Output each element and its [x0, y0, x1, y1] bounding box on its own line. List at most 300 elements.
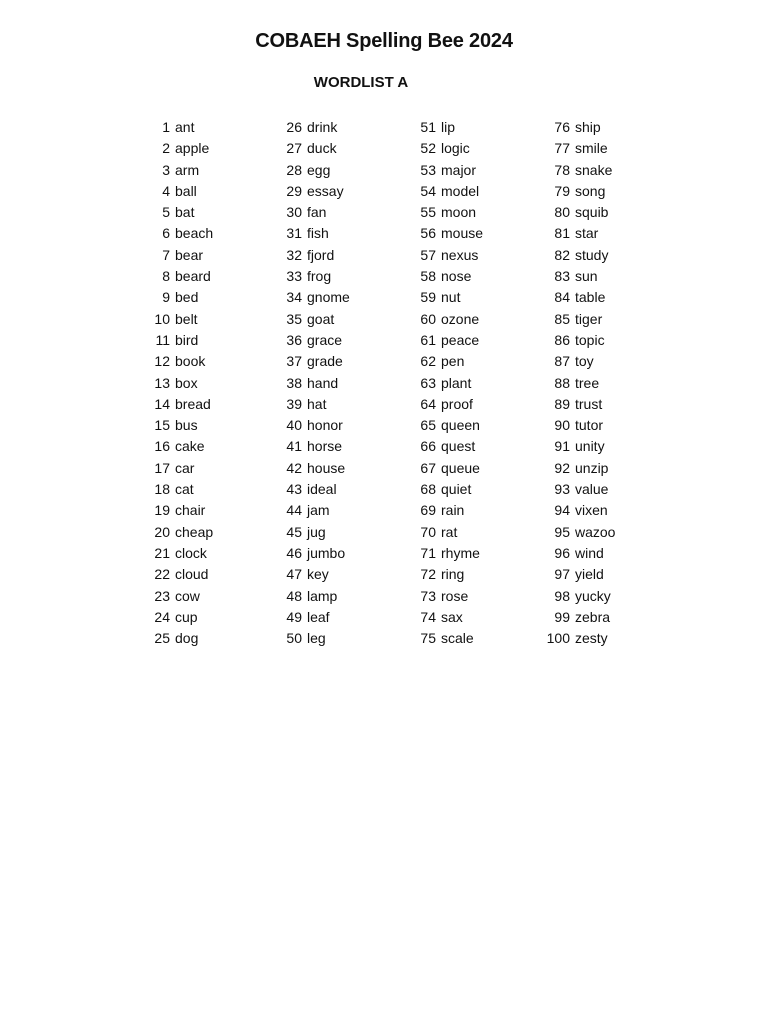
word-entry: [414, 479, 483, 500]
word-number: 31: [286, 225, 302, 242]
word-number: 75: [420, 630, 436, 647]
word-number: 63: [420, 374, 436, 391]
word-number: 60: [420, 310, 436, 327]
word-text: essay: [307, 182, 344, 199]
word-number: 70: [420, 523, 436, 540]
word-number: 66: [420, 438, 436, 455]
word-entry: [414, 160, 483, 181]
word-number: 61: [420, 331, 436, 348]
word-number: 39: [286, 395, 302, 412]
word-entry: [140, 479, 213, 500]
word-number: 11: [155, 331, 170, 348]
word-text: cake: [175, 438, 205, 455]
page-title: COBAEH Spelling Bee 2024: [255, 30, 513, 52]
word-entry: [280, 458, 350, 479]
word-number: 90: [554, 417, 570, 434]
word-entry: [140, 245, 213, 266]
word-text: cow: [175, 587, 200, 604]
word-number: 64: [420, 395, 436, 412]
word-entry: [540, 223, 615, 244]
word-number: 26: [286, 119, 302, 135]
word-entry: [280, 564, 350, 585]
word-entry: [140, 458, 213, 479]
word-entry: [140, 436, 213, 457]
word-entry: [414, 394, 483, 415]
word-entry: [540, 138, 615, 159]
word-entry: [280, 522, 350, 543]
word-number: 73: [420, 587, 436, 604]
word-text: jug: [307, 523, 326, 540]
word-number: 33: [286, 268, 302, 285]
word-text: rhyme: [441, 544, 480, 561]
word-column-4: [540, 117, 615, 649]
word-text: cat: [175, 481, 194, 498]
word-entry: [280, 607, 350, 628]
word-text: proof: [441, 395, 473, 412]
word-entry: [540, 330, 615, 351]
word-number: 74: [420, 608, 436, 625]
word-text: plant: [441, 374, 472, 391]
word-entry: [414, 245, 483, 266]
word-entry: [414, 309, 483, 330]
word-number: 92: [554, 459, 570, 476]
word-text: clock: [175, 544, 207, 561]
word-text: quest: [441, 438, 476, 455]
word-number: 50: [286, 630, 302, 647]
word-number: 86: [554, 331, 570, 348]
word-entry: [540, 245, 615, 266]
word-number: 65: [420, 417, 436, 434]
word-entry: [540, 500, 615, 521]
word-entry: [540, 522, 615, 543]
word-number: 5: [162, 204, 170, 221]
word-number: 8: [162, 268, 170, 285]
word-number: 54: [420, 182, 436, 199]
word-entry: [140, 564, 213, 585]
word-number: 29: [286, 182, 302, 199]
word-entry: [140, 138, 213, 159]
word-text: unzip: [575, 459, 609, 476]
word-text: cup: [175, 608, 198, 625]
word-entry: [414, 287, 483, 308]
word-entry: [140, 373, 213, 394]
word-number: 62: [420, 353, 436, 370]
word-entry: [414, 330, 483, 351]
word-entry: [540, 266, 615, 287]
wordlist-subtitle: WORDLIST A: [313, 74, 409, 91]
word-text: pen: [441, 353, 465, 370]
word-number: 99: [554, 608, 570, 625]
word-entry: [540, 564, 615, 585]
word-text: lamp: [307, 587, 338, 604]
word-text: major: [441, 161, 477, 178]
word-text: grace: [307, 331, 343, 348]
word-entry: [540, 117, 615, 138]
word-entry: [140, 287, 213, 308]
word-text: box: [175, 374, 198, 391]
word-entry: [414, 458, 483, 479]
word-entry: [540, 586, 615, 607]
word-entry: [140, 607, 213, 628]
word-number: 28: [286, 161, 302, 178]
word-text: bed: [175, 289, 199, 306]
word-text: leg: [307, 630, 326, 647]
word-number: 47: [286, 566, 302, 583]
word-text: ball: [175, 182, 197, 199]
word-entry: [140, 330, 213, 351]
word-entry: [140, 266, 213, 287]
word-number: 59: [420, 289, 436, 306]
word-entry: [540, 373, 615, 394]
word-number: 77: [554, 140, 570, 157]
word-entry: [540, 607, 615, 628]
word-text: fan: [307, 204, 327, 221]
word-text: trust: [575, 395, 603, 412]
word-number: 13: [154, 374, 170, 391]
word-number: 34: [286, 289, 302, 306]
word-text: bread: [175, 395, 211, 412]
word-number: 84: [554, 289, 570, 306]
word-text: unity: [575, 438, 605, 455]
word-text: jam: [307, 502, 330, 519]
word-number: 78: [554, 161, 570, 178]
word-text: ring: [441, 566, 465, 583]
word-entry: [540, 181, 615, 202]
word-entry: [280, 330, 350, 351]
word-number: 17: [154, 459, 170, 476]
word-number: 36: [286, 331, 302, 348]
word-entry: [280, 245, 350, 266]
word-text: honor: [307, 417, 343, 434]
word-text: vixen: [575, 502, 608, 519]
word-entry: [280, 436, 350, 457]
word-number: 58: [420, 268, 436, 285]
word-text: frog: [307, 268, 332, 285]
word-entry: [280, 351, 350, 372]
word-text: beard: [175, 268, 211, 285]
word-number: 1: [162, 119, 170, 135]
word-text: model: [441, 182, 480, 199]
word-text: arm: [175, 161, 200, 178]
word-text: lip: [441, 119, 456, 135]
word-entry: [280, 586, 350, 607]
word-number: 7: [162, 246, 170, 263]
word-entry: [140, 586, 213, 607]
word-text: scale: [441, 630, 474, 647]
word-entry: [540, 160, 615, 181]
word-entry: [414, 500, 483, 521]
word-entry: [140, 202, 213, 223]
word-text: car: [175, 459, 195, 476]
word-entry: [280, 628, 350, 649]
word-entry: [280, 479, 350, 500]
word-entry: [140, 628, 213, 649]
word-text: drink: [307, 119, 338, 135]
word-text: toy: [575, 353, 594, 370]
word-text: zesty: [575, 630, 608, 647]
word-number: 3: [162, 161, 170, 178]
word-number: 23: [154, 587, 170, 604]
word-text: tiger: [575, 310, 603, 327]
word-number: 9: [162, 289, 170, 306]
word-text: goat: [307, 310, 335, 327]
word-entry: [140, 223, 213, 244]
word-entry: [540, 415, 615, 436]
word-text: book: [175, 353, 206, 370]
word-number: 72: [420, 566, 436, 583]
word-entry: [414, 415, 483, 436]
word-text: egg: [307, 161, 331, 178]
word-column-2: [280, 117, 350, 649]
word-entry: [414, 586, 483, 607]
word-entry: [140, 160, 213, 181]
word-number: 16: [154, 438, 170, 455]
word-number: 94: [554, 502, 570, 519]
word-number: 24: [154, 608, 170, 625]
word-text: fjord: [307, 246, 335, 263]
word-number: 30: [286, 204, 302, 221]
word-text: bus: [175, 417, 198, 434]
word-entry: [414, 266, 483, 287]
word-text: value: [575, 481, 609, 498]
word-text: key: [307, 566, 329, 583]
word-text: zebra: [575, 608, 611, 625]
word-text: nexus: [441, 246, 479, 263]
word-text: queen: [441, 417, 480, 434]
word-number: 89: [554, 395, 570, 412]
word-text: tree: [575, 374, 600, 391]
word-number: 57: [420, 246, 436, 263]
word-entry: [540, 543, 615, 564]
word-number: 83: [554, 268, 570, 285]
word-number: 4: [162, 182, 170, 199]
word-number: 76: [554, 119, 570, 135]
word-entry: [414, 522, 483, 543]
word-entry: [540, 351, 615, 372]
word-text: quiet: [441, 481, 472, 498]
word-number: 95: [554, 523, 570, 540]
word-text: dog: [175, 630, 199, 647]
word-text: apple: [175, 140, 210, 157]
word-text: peace: [441, 331, 480, 348]
word-number: 56: [420, 225, 436, 242]
word-text: star: [575, 225, 599, 242]
word-entry: [280, 394, 350, 415]
word-text: tutor: [575, 417, 604, 434]
word-text: house: [307, 459, 346, 476]
word-number: 19: [154, 502, 170, 519]
word-number: 51: [420, 119, 436, 135]
word-number: 67: [420, 459, 436, 476]
word-number: 82: [554, 246, 570, 263]
word-number: 96: [554, 544, 570, 561]
word-entry: [540, 202, 615, 223]
word-number: 55: [420, 204, 436, 221]
word-entry: [414, 628, 483, 649]
word-text: ant: [175, 119, 195, 135]
word-entry: [540, 479, 615, 500]
word-number: 20: [154, 523, 170, 540]
word-entry: [140, 415, 213, 436]
word-text: cheap: [175, 523, 214, 540]
word-text: study: [575, 246, 609, 263]
word-text: jumbo: [307, 544, 346, 561]
word-number: 80: [554, 204, 570, 221]
word-text: queue: [441, 459, 480, 476]
word-entry: [140, 309, 213, 330]
word-number: 48: [286, 587, 302, 604]
word-text: belt: [175, 310, 198, 327]
word-entry: [140, 394, 213, 415]
word-number: 46: [286, 544, 302, 561]
word-number: 43: [286, 481, 302, 498]
word-entry: [280, 266, 350, 287]
word-text: song: [575, 182, 606, 199]
word-number: 41: [286, 438, 302, 455]
word-entry: [414, 117, 483, 138]
word-number: 2: [162, 140, 170, 157]
word-text: nut: [441, 289, 461, 306]
word-text: ideal: [307, 481, 337, 498]
word-entry: [414, 543, 483, 564]
word-text: fish: [307, 225, 329, 242]
word-number: 35: [286, 310, 302, 327]
word-number: 6: [162, 225, 170, 242]
word-number: 88: [554, 374, 570, 391]
word-entry: [140, 522, 213, 543]
word-entry: [280, 117, 350, 138]
word-entry: [280, 223, 350, 244]
word-number: 81: [554, 225, 570, 242]
word-entry: [540, 458, 615, 479]
word-column-1: [140, 117, 213, 649]
word-number: 98: [554, 587, 570, 604]
word-entry: [280, 202, 350, 223]
word-text: topic: [575, 331, 605, 348]
word-column-3: [414, 117, 483, 649]
word-text: yield: [575, 566, 604, 583]
word-text: bear: [175, 246, 204, 263]
word-entry: [540, 436, 615, 457]
word-entry: [414, 436, 483, 457]
word-text: chair: [175, 502, 206, 519]
word-number: 22: [154, 566, 170, 583]
word-entry: [140, 543, 213, 564]
word-number: 45: [286, 523, 302, 540]
word-text: wazoo: [575, 523, 616, 540]
word-number: 32: [286, 246, 302, 263]
word-number: 38: [286, 374, 302, 391]
word-entry: [280, 500, 350, 521]
word-number: 100: [546, 630, 570, 647]
word-number: 93: [554, 481, 570, 498]
word-entry: [280, 415, 350, 436]
word-text: table: [575, 289, 606, 306]
word-text: duck: [307, 140, 337, 157]
word-number: 85: [554, 310, 570, 327]
word-text: leaf: [307, 608, 330, 625]
word-entry: [140, 351, 213, 372]
word-text: wind: [575, 544, 604, 561]
word-entry: [414, 373, 483, 394]
word-text: bat: [175, 204, 195, 221]
word-number: 25: [154, 630, 170, 647]
word-number: 27: [286, 140, 302, 157]
word-number: 10: [154, 310, 170, 327]
word-text: ship: [575, 119, 601, 135]
word-entry: [540, 287, 615, 308]
word-entry: [280, 181, 350, 202]
word-text: nose: [441, 268, 472, 285]
word-text: gnome: [307, 289, 350, 306]
word-entry: [540, 309, 615, 330]
word-number: 21: [154, 544, 170, 561]
word-number: 37: [286, 353, 302, 370]
word-number: 71: [420, 544, 436, 561]
word-text: grade: [307, 353, 343, 370]
word-number: 97: [554, 566, 570, 583]
word-number: 87: [554, 353, 570, 370]
word-number: 42: [286, 459, 302, 476]
word-text: hand: [307, 374, 339, 391]
word-number: 14: [154, 395, 170, 412]
word-text: smile: [575, 140, 608, 157]
word-entry: [280, 543, 350, 564]
word-entry: [280, 373, 350, 394]
word-number: 53: [420, 161, 436, 178]
word-number: 52: [420, 140, 436, 157]
word-number: 69: [420, 502, 436, 519]
word-text: squib: [575, 204, 609, 221]
word-entry: [414, 564, 483, 585]
word-number: 68: [420, 481, 436, 498]
word-entry: [140, 500, 213, 521]
word-entry: [540, 628, 615, 649]
word-entry: [280, 160, 350, 181]
word-number: 18: [154, 481, 170, 498]
word-number: 91: [554, 438, 570, 455]
word-entry: [280, 138, 350, 159]
word-entry: [414, 607, 483, 628]
word-text: rose: [441, 587, 469, 604]
word-text: horse: [307, 438, 343, 455]
word-entry: [540, 394, 615, 415]
word-text: moon: [441, 204, 477, 221]
word-text: logic: [441, 140, 470, 157]
word-text: yucky: [575, 587, 611, 604]
word-text: sax: [441, 608, 463, 625]
word-entry: [414, 181, 483, 202]
word-text: hat: [307, 395, 327, 412]
word-text: rat: [441, 523, 458, 540]
word-entry: [140, 117, 213, 138]
word-number: 15: [154, 417, 170, 434]
word-text: rain: [441, 502, 465, 519]
word-entry: [140, 181, 213, 202]
word-entry: [280, 287, 350, 308]
word-text: ozone: [441, 310, 480, 327]
word-number: 49: [286, 608, 302, 625]
word-text: beach: [175, 225, 214, 242]
word-text: bird: [175, 331, 199, 348]
word-entry: [280, 309, 350, 330]
word-text: sun: [575, 268, 598, 285]
word-entry: [414, 202, 483, 223]
word-number: 79: [554, 182, 570, 199]
word-entry: [414, 223, 483, 244]
word-text: mouse: [441, 225, 484, 242]
word-text: cloud: [175, 566, 209, 583]
